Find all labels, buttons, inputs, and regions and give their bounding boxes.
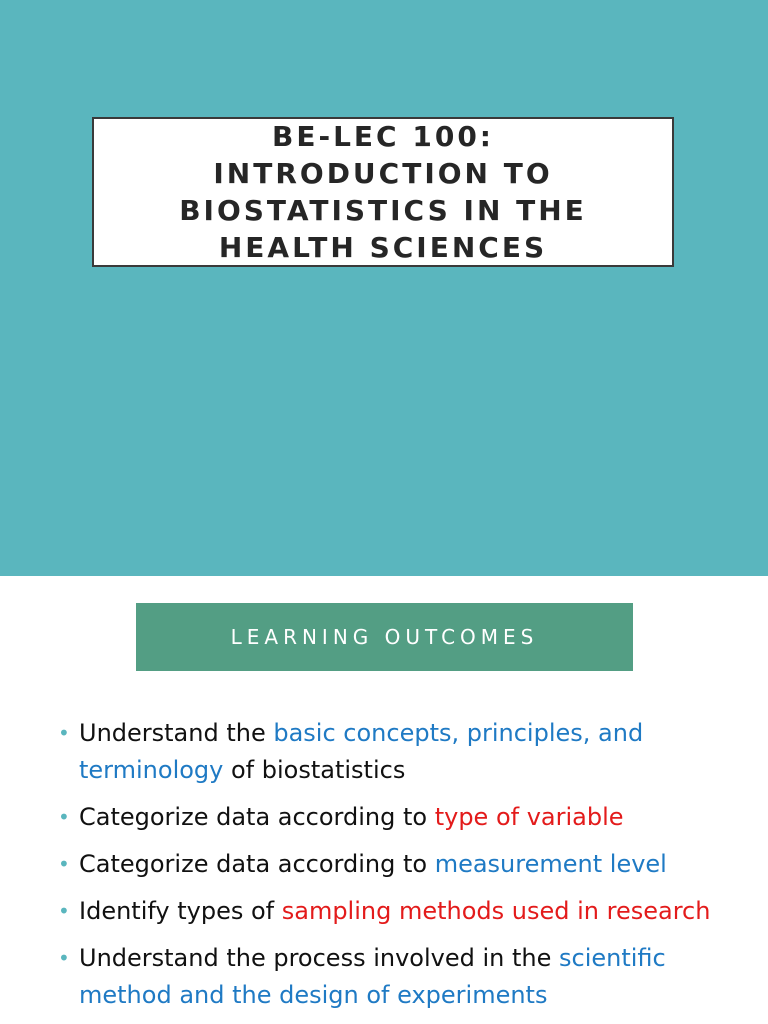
outcome-text: Understand the process involved in the — [79, 944, 559, 972]
bullet-icon: • — [58, 852, 70, 876]
outcome-item-3 — [58, 846, 758, 883]
title-line-2: INTRODUCTION TO — [213, 157, 553, 190]
outcome-item-1 — [58, 715, 758, 789]
bullet-icon: • — [58, 805, 70, 829]
outcomes-heading: LEARNING OUTCOMES — [230, 625, 539, 649]
outcome-text: Understand the — [79, 719, 274, 747]
outcome-item-4 — [58, 893, 758, 930]
outcomes-list — [58, 715, 758, 1024]
outcome-text-after: of biostatistics — [223, 756, 406, 784]
outcome-item-5 — [58, 940, 758, 1014]
outcome-text: Categorize data according to — [79, 803, 435, 831]
title-line-4: HEALTH SCIENCES — [218, 231, 548, 264]
outcome-highlight: basic concepts, principles, and terminology — [79, 719, 644, 784]
title-line-3: BIOSTATISTICS IN THE — [179, 194, 587, 227]
outcome-highlight: type of variable — [434, 803, 624, 831]
bullet-icon: • — [58, 899, 70, 923]
outcome-highlight: measurement level — [434, 850, 667, 878]
title-line-1: BE-LEC 100: — [272, 120, 494, 153]
outcome-highlight: scientific method and the design of experiments — [79, 944, 666, 1009]
bullet-icon: • — [58, 721, 70, 745]
outcomes-slide — [0, 576, 768, 1024]
slide-title — [179, 118, 587, 266]
outcome-highlight: sampling methods used in research — [281, 897, 711, 925]
bullet-icon: • — [58, 946, 70, 970]
outcome-text: Identify types of — [79, 897, 282, 925]
title-box — [92, 117, 674, 267]
outcome-text: Categorize data according to — [79, 850, 435, 878]
outcomes-banner — [136, 603, 633, 671]
outcome-item-2 — [58, 799, 758, 836]
